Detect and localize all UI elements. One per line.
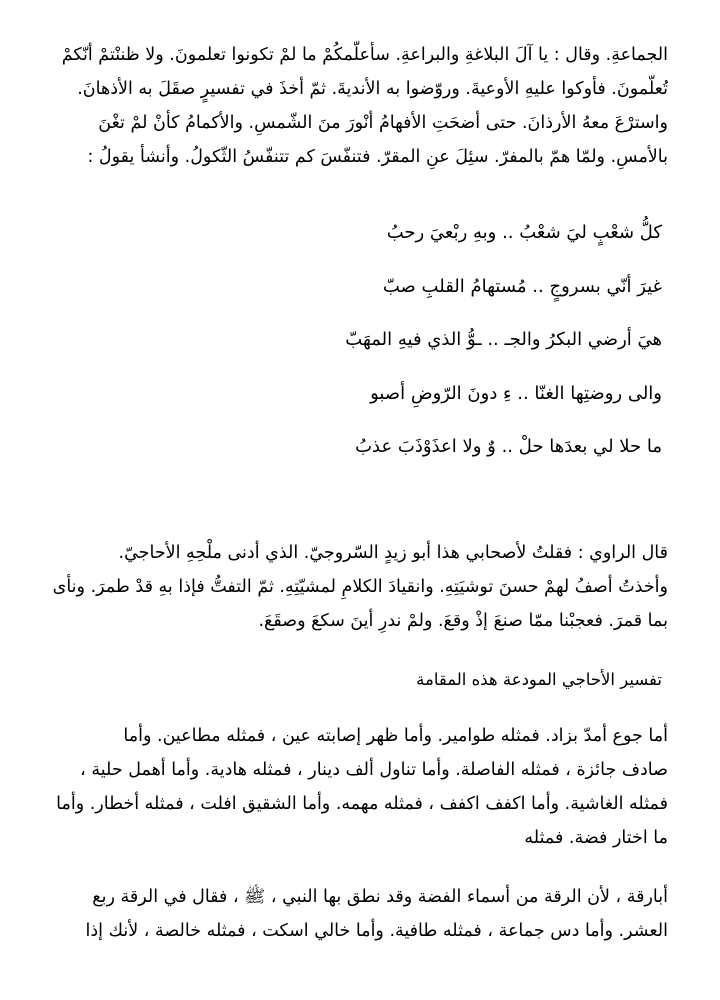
poem-verse: كلُّ شعْبٍ ليَ شعْبُ .. وبهِ ربْعيَ رحبُ bbox=[386, 222, 662, 243]
poem-verse: غيرَ أنّي بسروجٍ .. مُستهامُ القلبِ صبّ bbox=[382, 276, 662, 297]
text-line: ما اختار فضة. فمثله bbox=[524, 828, 668, 848]
poem-verse: ما حلا لي بعدَها حلْ .. وٌ ولا اعذَوْذَبَ عذبُ bbox=[355, 436, 662, 457]
text-line: أبارقة ، لأن الرقة من أسماء الفضة وقد نطق بها النبي ، ﷺ ، فقال في الرقة ربع bbox=[92, 887, 668, 907]
text-line: صادف جائزة ، فمثله الفاصلة. وأما تناول ألف دينار ، فمثله هادية. وأما أهمل حلية ، bbox=[80, 760, 668, 780]
section-heading: تفسير الأحاجي المودعة هذه المقامة bbox=[416, 670, 662, 689]
poem-verse: والى روضتِها الغنّا .. ءِ دونَ الرّوضِ أصبو bbox=[370, 383, 662, 404]
text-line: واسترْعَ معهُ الأرذانَ. حتى أضحَتِ الأفهامُ أنْورَ منَ الشّمسِ. والأكمامُ كأنْ لمْ تغْنَ bbox=[98, 113, 668, 133]
text-line: فمثله الغاشية. وأما اكفف اكفف ، فمثله مهمه. وأما الشقيق افلت ، فمثله أخطار. وأما bbox=[56, 794, 668, 814]
explanation-paragraph bbox=[52, 719, 668, 855]
text-line: أما جوع أمدّ بزاد. فمثله طوامير. وأما ظهر إصابته عين ، فمثله مطاعين. وأما bbox=[123, 726, 668, 746]
narrator-paragraph bbox=[52, 536, 668, 638]
text-line: بما قمرَ. فعجبْنا ممّا صنعَ إذْ وقعَ. ولمْ ندرِ أينَ سكعَ وصقَعَ. bbox=[258, 611, 668, 631]
text-line: قال الراوي : فقلتُ لأصحابي هذا أبو زيدٍ السّروجيّ. الذي أدنى ملْحِهِ الأحاجيّ. bbox=[118, 543, 668, 563]
text-line: تُعلّمونَ. فأوكوا عليهِ الأوعيةَ. وروّضوا به الأنديةَ. ثمّ أخذَ في تفسيرٍ صقَلَ به الأذهانَ. bbox=[77, 79, 668, 99]
text-line: العشر. وأما دس جماعة ، فمثله طافية. وأما خالي اسكت ، فمثله خالصة ، لأنك إذا bbox=[85, 921, 668, 941]
poem-verse: هيَ أرضي البكرُ والجـ .. ـوُّ الذي فيهِ المهَبّ bbox=[345, 329, 662, 350]
last-paragraph bbox=[52, 880, 668, 948]
text-line: بالأمسِ. ولمّا همّ بالمفرّ. سئِلَ عنِ المقرّ. فتنفّسَ كم تتنفّسُ الثّكولُ. وأنشأ يقولُ : bbox=[87, 147, 668, 167]
text-line: الجماعةِ. وقال : يا آلَ البلاغةِ والبراعةِ. سأعلّمكُمْ ما لمْ تكونوا تعلمونَ. ولا ظننْتمْ أنّكمْ bbox=[61, 45, 668, 65]
intro-paragraph bbox=[52, 38, 668, 174]
text-line: وأخذتُ أصفُ لهمْ حسنَ توشيَتِهِ. وانقيادَ الكلامِ لمشيّتِهِ. ثمّ التفتُّ فإذا بهِ قدْ طمرَ. ونأى bbox=[52, 577, 668, 597]
